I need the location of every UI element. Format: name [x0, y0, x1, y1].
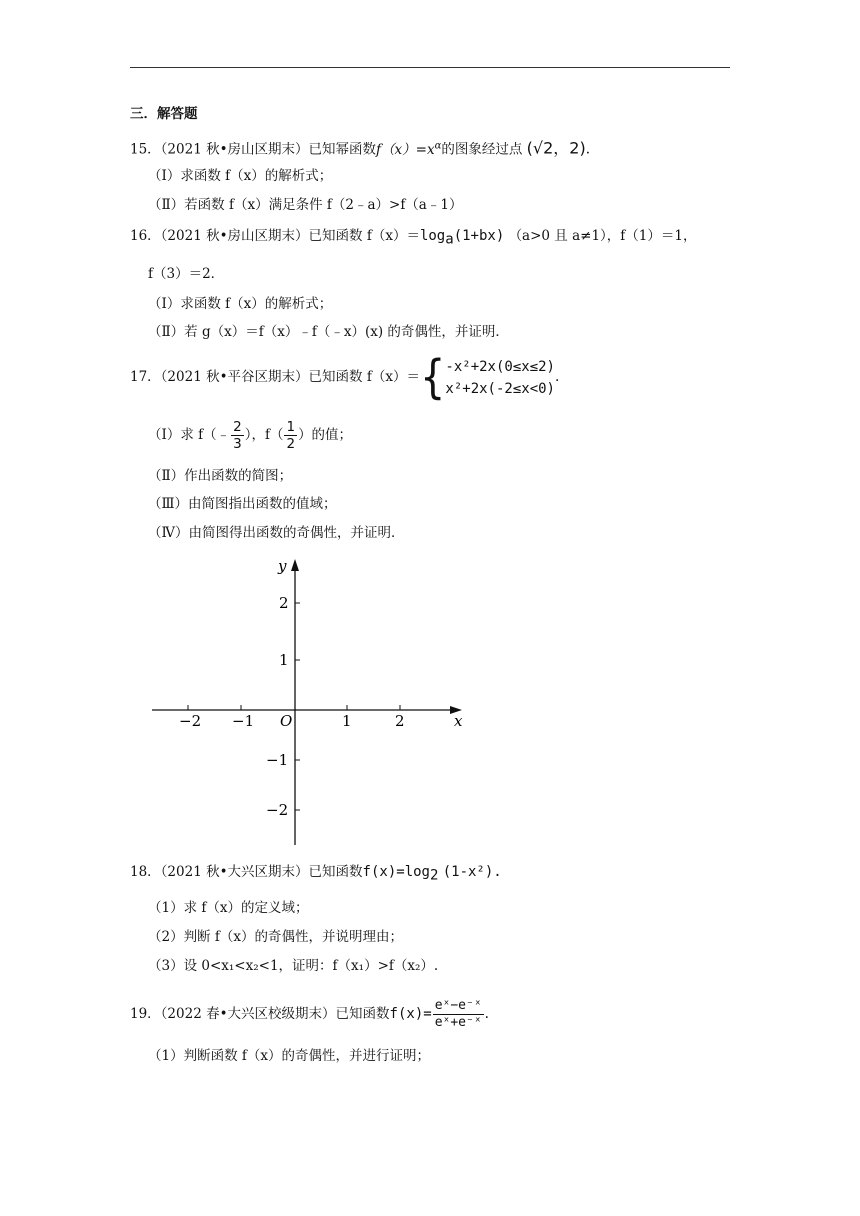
fraction-1-2	[284, 419, 297, 452]
q15-point: (√2，2)	[526, 138, 586, 158]
question-18-part-3: （3）设 0<x₁<x₂<1，证明：f（x₁）>f（x₂）.	[148, 958, 439, 974]
q16-log-arg: (1+bx)	[453, 228, 505, 244]
question-17-stem	[130, 352, 559, 402]
piecewise-brace: {	[419, 351, 446, 404]
question-15-stem	[130, 136, 590, 160]
fraction-numerator: 2	[233, 419, 242, 435]
fraction-numerator: 1	[286, 419, 296, 435]
question-18-stem	[130, 862, 502, 886]
piecewise-cases	[445, 356, 555, 400]
x-tick-label: 1	[342, 712, 352, 730]
question-15-part-1: （Ⅰ）求函数 f（x）的解析式；	[148, 168, 333, 184]
q17-part1-prefix: （Ⅰ）求 f（﹣	[148, 427, 231, 443]
q19-prefix: 19．（2022 春•大兴区校级期末）已知函数	[130, 1006, 390, 1022]
q15-mid: 的图象经过点	[441, 141, 523, 158]
y-axis-label: y	[278, 557, 287, 575]
question-16-part-2: （Ⅱ）若 g（x）＝f（x）﹣f（﹣x）(x) 的奇偶性，并证明．	[148, 324, 509, 340]
q18-prefix: 18．（2021 秋•大兴区期末）已知函数	[130, 864, 363, 880]
fraction-2-3	[231, 419, 244, 452]
q17-prefix: 17．（2021 秋•平谷区期末）已知函数 f（x）＝	[130, 369, 420, 385]
question-18-part-1: （1）求 f（x）的定义域；	[148, 900, 309, 916]
q19-end: .	[484, 1006, 489, 1022]
origin-label: O	[280, 712, 293, 730]
question-17-part-1	[148, 418, 352, 452]
x-tick-label: −1	[232, 712, 255, 730]
fraction-denominator: 3	[233, 436, 242, 452]
y-ticks	[295, 603, 300, 810]
question-15-part-2: （Ⅱ）若函数 f（x）满足条件 f（2﹣a）>f（a﹣1）	[148, 197, 463, 213]
y-axis-arrow	[291, 559, 299, 571]
y-tick-label: 2	[279, 594, 289, 612]
x-axis-label: x	[454, 712, 463, 730]
fraction-denominator: 2	[286, 436, 296, 452]
coordinate-axes	[150, 555, 480, 850]
y-tick-label: −1	[266, 751, 289, 769]
q16-log-base: a	[445, 231, 454, 248]
question-18-part-2: （2）判断 f（x）的奇偶性，并说明理由；	[148, 929, 403, 945]
question-16-part-1: （Ⅰ）求函数 f（x）的解析式；	[148, 296, 333, 312]
x-ticks	[188, 705, 400, 710]
q19-numerator: eˣ−e⁻ˣ	[434, 998, 482, 1013]
question-16-stem	[130, 226, 696, 250]
q15-end: .	[585, 141, 590, 158]
section-title: 三．解答题	[130, 106, 198, 122]
q19-fraction	[433, 998, 484, 1031]
q18-log-arg: (1-x²).	[442, 864, 502, 880]
q15-exponent: α	[434, 140, 442, 151]
question-17-part-3: （Ⅲ）由简图指出函数的值域；	[148, 496, 337, 512]
q17-part1-end: ）的值；	[298, 427, 353, 443]
question-17-part-4: （Ⅳ）由简图得出函数的奇偶性，并证明．	[148, 525, 405, 541]
q17-part1-mid: ），f（	[244, 427, 284, 443]
question-16-line-2: f（3）＝2．	[148, 266, 225, 282]
q19-formula-lhs: f(x)=	[389, 1006, 432, 1022]
x-tick-label: 2	[395, 712, 405, 730]
y-tick-label: −2	[266, 801, 289, 819]
question-19-stem	[130, 994, 489, 1034]
q16-log: log	[419, 228, 446, 244]
question-17-part-2: （Ⅱ）作出函数的简图；	[148, 468, 293, 484]
q18-log-base: 2	[429, 867, 439, 884]
question-19-part-1: （1）判断函数 f（x）的奇偶性，并进行证明；	[148, 1048, 430, 1064]
q17-end: .	[554, 369, 560, 385]
q18-formula: f(x)=log	[362, 864, 430, 880]
q15-prefix: 15．（2021 秋•房山区期末）已知幂函数	[130, 141, 377, 158]
x-tick-label: −2	[179, 712, 202, 730]
q15-func: f（x）=x	[376, 141, 435, 158]
q16-prefix: 16．（2021 秋•房山区期末）已知函数 f（x）＝	[130, 228, 420, 244]
header-rule	[130, 67, 730, 68]
q19-denominator: eˣ+e⁻ˣ	[434, 1015, 482, 1030]
piecewise-case-2: x²+2x(-2≤x<0)	[445, 380, 555, 397]
piecewise-case-1: -x²+2x(0≤x≤2)	[445, 358, 555, 375]
y-tick-label: 1	[279, 651, 289, 669]
q16-end: （a>0 且 a≠1），f（1）＝1，	[508, 228, 697, 244]
